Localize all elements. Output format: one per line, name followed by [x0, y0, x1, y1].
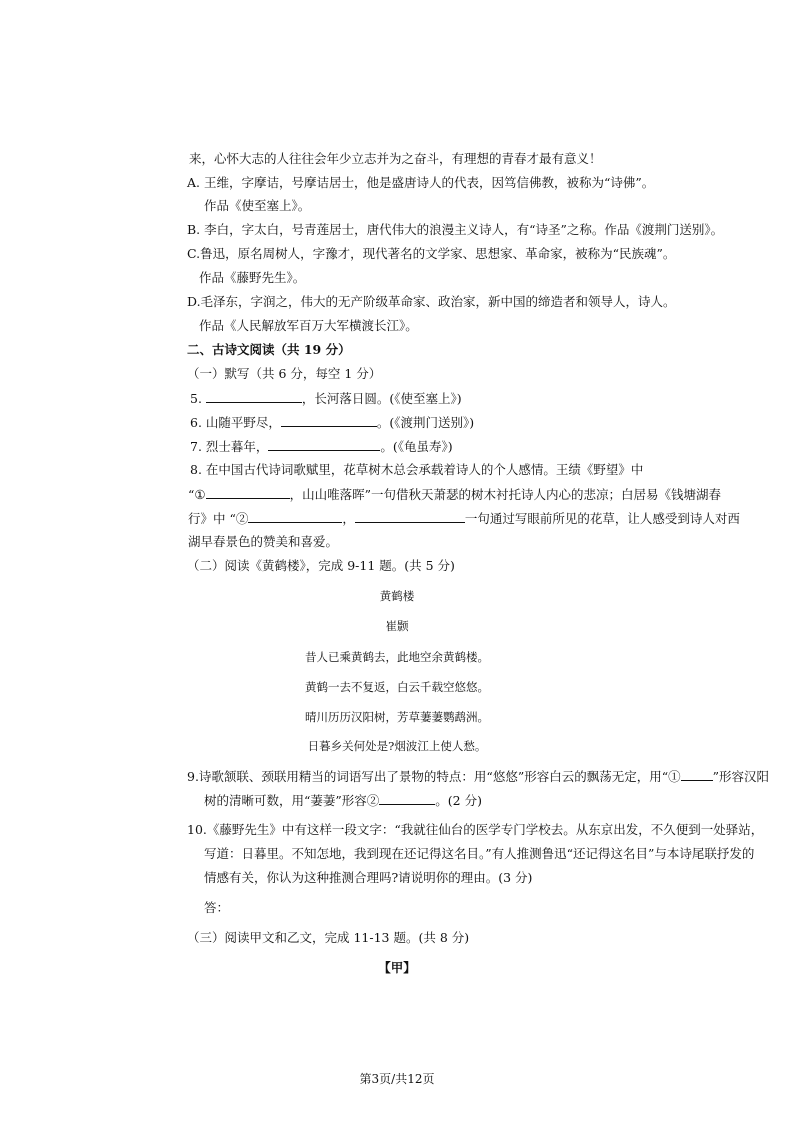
- section2-title: 二、古诗文阅读（共 19 分）: [187, 342, 351, 357]
- option-c-line2: 作品《藤野先生》。: [199, 270, 306, 285]
- q8-line3-suffix: 一句通过写眼前所见的花草，让人感受到诗人对西: [464, 511, 740, 526]
- question-8-line2: [188, 486, 721, 503]
- q8-line2-prefix: “①: [188, 487, 206, 502]
- question-6: [190, 414, 474, 431]
- q6-answer-blank[interactable]: [281, 414, 377, 427]
- part1-heading: （一）默写（共 6 分，每空 1 分）: [187, 366, 382, 381]
- part3-heading: （三）阅读甲文和乙文，完成 11-13 题。(共 8 分): [187, 930, 470, 945]
- q7-suffix: 。(《龟虽寿》): [380, 439, 453, 454]
- part2-heading: （二）阅读《黄鹤楼》，完成 9-11 题。(共 5 分): [187, 558, 455, 573]
- page-number: 第3页/共12页: [359, 1072, 435, 1086]
- question-5: [190, 390, 462, 407]
- option-b-line1: B. 李白，字太白，号青莲居士，唐代伟大的浪漫主义诗人，有“诗圣”之称。作品《渡荆门送别》。: [187, 222, 724, 237]
- question-8-line3: [188, 510, 740, 527]
- poem-line-2: 黄鹤一去不复返，白云千载空悠悠。: [305, 680, 489, 694]
- option-d-line1: D.毛泽东，字润之，伟大的无产阶级革命家、政治家，新中国的缔造者和领导人，诗人。: [187, 294, 676, 309]
- q9-line1-prefix: 9.诗歌颔联、颈联用精当的词语写出了景物的特点：用“悠悠”形容白云的飘荡无定，用“①: [187, 769, 681, 784]
- q9-line2-suffix: 。(2 分): [435, 793, 482, 808]
- q7-prefix: 7. 烈士暮年，: [190, 439, 269, 454]
- question-8-line1: 8. 在中国古代诗词歌赋里，花草树木总会承载着诗人的个人感情。王绩《野望》中: [190, 462, 644, 477]
- q8-line3-comma: ，: [342, 511, 355, 526]
- poem-author: 崔颢: [385, 619, 409, 633]
- q8-blank-2[interactable]: [248, 510, 342, 523]
- question-8-line4: 湖早春景色的赞美和喜爱。: [188, 534, 339, 549]
- question-10-line1: 10.《藤野先生》中有这样一段文字：“我就往仙台的医学专门学校去。从东京出发，不久便到一处驿站，: [187, 822, 764, 837]
- option-c-line1: C.鲁迅，原名周树人，字豫才，现代著名的文学家、思想家、革命家，被称为“民族魂”。: [187, 246, 676, 261]
- option-a-line1: A. 王维，字摩诘，号摩诘居士，他是盛唐诗人的代表，因笃信佛教，被称为“诗佛”。: [187, 175, 655, 190]
- option-a-line2: 作品《使至塞上》。: [204, 198, 311, 213]
- question-10-line3: 情感有关，你认为这种推测合理吗?请说明你的理由。(3 分): [204, 870, 533, 885]
- poem-line-3: 晴川历历汉阳树，芳草萋萋鹦鹉洲。: [305, 710, 489, 724]
- q6-suffix: 。(《渡荆门送别》): [376, 415, 475, 430]
- q8-blank-3[interactable]: [355, 510, 465, 523]
- intro-line: 来，心怀大志的人往往会年少立志并为之奋斗，有理想的青春才最有意义！: [189, 151, 602, 166]
- poem-line-1: 昔人已乘黄鹤去，此地空余黄鹤楼。: [305, 650, 489, 664]
- question-9-line2: [204, 792, 482, 809]
- question-7: [190, 438, 453, 455]
- answer-label: 答：: [204, 900, 230, 915]
- q5-prefix: 5.: [190, 391, 206, 406]
- q8-line2-suffix: ，山山唯落晖”一句借秋天萧瑟的树木衬托诗人内心的悲凉；白居易《钱塘湖春: [289, 487, 722, 502]
- question-9-line1: [187, 768, 769, 785]
- q7-answer-blank[interactable]: [268, 438, 380, 451]
- q6-prefix: 6. 山随平野尽，: [190, 415, 281, 430]
- q9-blank-2[interactable]: [379, 792, 435, 805]
- question-10-line2: 写道：日暮里。不知怎地，我到现在还记得这名目。”有人推测鲁迅“还记得这名目”与本诗尾联抒发的: [204, 846, 755, 861]
- poem-title: 黄鹤楼: [379, 589, 415, 603]
- option-d-line2: 作品《人民解放军百万大军横渡长江》。: [199, 318, 418, 333]
- q9-blank-1[interactable]: [681, 768, 713, 781]
- q5-suffix: ，长河落日圆。(《使至塞上》): [301, 391, 462, 406]
- q9-line1-suffix: ”形容汉阳: [712, 769, 769, 784]
- q8-line3-prefix: 行》中 “②: [188, 511, 249, 526]
- q9-line2-prefix: 树的清晰可数，用“萋萋”形容②: [204, 793, 380, 808]
- passage-jia-label: 【甲】: [378, 960, 416, 975]
- q5-answer-blank[interactable]: [206, 390, 302, 403]
- poem-line-4: 日暮乡关何处是?烟波江上使人愁。: [307, 739, 487, 753]
- q8-blank-1[interactable]: [206, 486, 290, 499]
